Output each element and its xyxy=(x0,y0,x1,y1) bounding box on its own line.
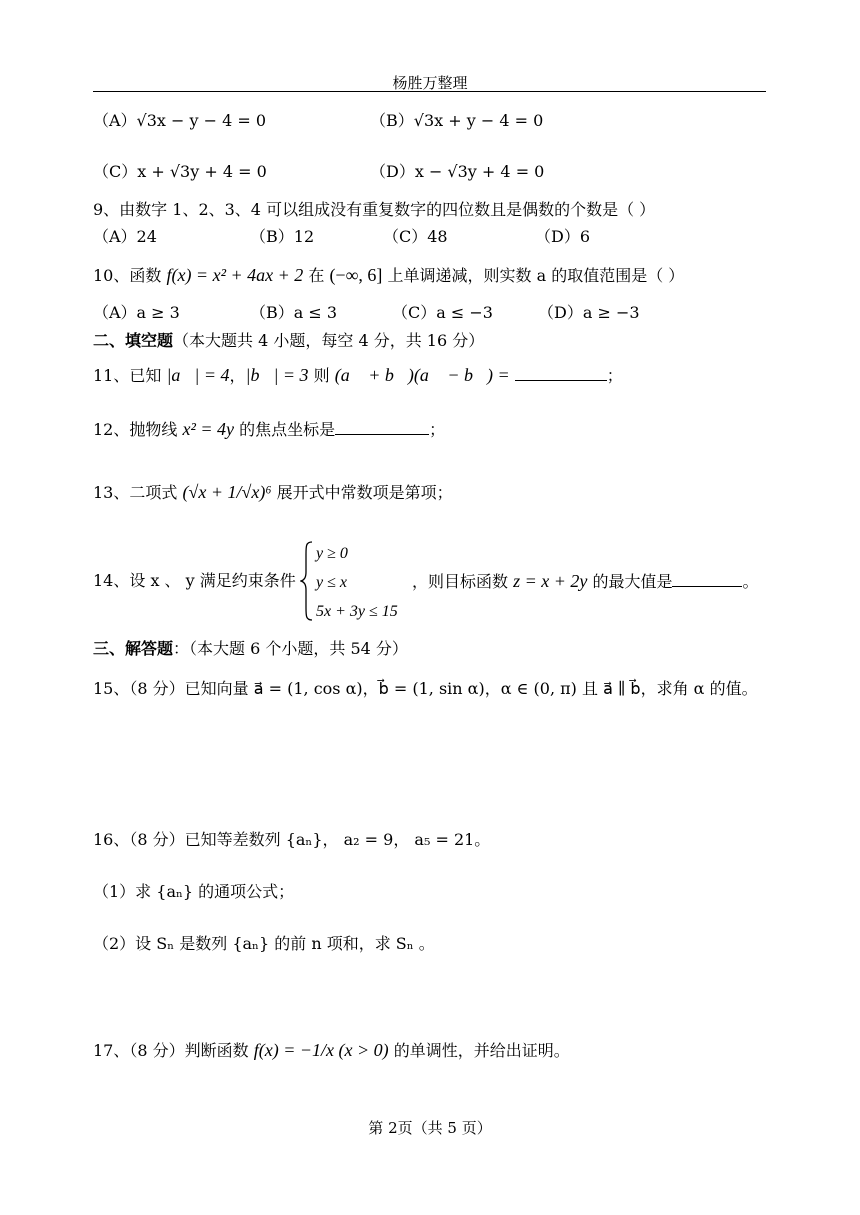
q8-option-c: （C）x + √3y + 4 = 0 xyxy=(93,162,267,181)
section-3-heading xyxy=(93,638,408,660)
page-header-title: 杨胜万整理 xyxy=(392,74,468,92)
page-footer: 第 2页（共 5 页） xyxy=(368,1119,492,1137)
q13-suffix: 展开式中常数项是第项； xyxy=(271,483,453,502)
q14-suffix-b: 的最大值是 xyxy=(587,572,673,591)
q14-objective-line xyxy=(412,570,758,593)
q14-answer-blank[interactable] xyxy=(672,570,742,587)
q14-constraint-1: y ≥ 0 xyxy=(316,545,348,562)
q11-sep: ， xyxy=(229,366,246,385)
q10-option-d: （D）a ≥ −3 xyxy=(538,303,640,322)
q14-suffix-a: ，则目标函数 xyxy=(412,572,514,591)
q17-prefix: 17、（8 分）判断函数 xyxy=(93,1041,254,1060)
q12-suffix: 的焦点坐标是 xyxy=(233,420,336,439)
q12-answer-blank[interactable] xyxy=(335,418,429,435)
section-2-note: （本大题共 4 小题，每空 4 分，共 16 分） xyxy=(173,331,485,350)
q17-suffix: 的单调性，并给出证明。 xyxy=(388,1041,570,1060)
q10-function: f(x) = x² + 4ax + 2 xyxy=(166,265,304,285)
q8-option-b: （B）√3x + y − 4 = 0 xyxy=(370,111,544,130)
q12-prefix: 12、抛物线 xyxy=(93,420,183,439)
q14-constraint-2: y ≤ x xyxy=(316,574,347,591)
q8-option-a: （A）√3x − y − 4 = 0 xyxy=(93,111,267,130)
section-2-title: 二、填空题 xyxy=(93,331,174,350)
q11-line xyxy=(93,364,623,387)
q14-objective: z = x + 2y xyxy=(513,571,588,591)
q11-answer-blank[interactable] xyxy=(515,364,607,381)
q11-end: ； xyxy=(606,366,623,385)
q9-option-c: （C）48 xyxy=(383,227,448,246)
q10-option-c: （C）a ≤ −3 xyxy=(392,303,493,322)
q10-stem xyxy=(93,264,684,287)
q10-interval: (−∞, 6] xyxy=(329,265,383,285)
q9-option-d: （D）6 xyxy=(535,227,591,246)
q17-line xyxy=(93,1039,570,1062)
q12-end: ； xyxy=(429,420,446,439)
q8-option-d: （D）x − √3y + 4 = 0 xyxy=(370,162,545,181)
q16-stem: 16、（8 分）已知等差数列 {aₙ}， a₂ = 9， a₅ = 21。 xyxy=(93,830,491,849)
q13-expression: (√x + 1/√x)⁶ xyxy=(182,482,272,502)
q13-prefix: 13、二项式 xyxy=(93,483,183,502)
q14-end: 。 xyxy=(742,572,759,591)
q10-prefix: 10、函数 xyxy=(93,266,167,285)
q15-text: 15、（8 分）已知向量 a⃗ = (1, cos α)，b⃗ = (1, sin α)，α ∈ (0, π) 且 a⃗ ∥ b⃗，求角 α 的值。 xyxy=(93,679,758,698)
q11-cond-b: |b⃗| = 3 xyxy=(245,365,309,385)
q13-line xyxy=(93,481,453,504)
q11-cond-a: |a⃗| = 4 xyxy=(166,365,230,385)
header-rule xyxy=(93,91,766,92)
q16-part-1: （1）求 {aₙ} 的通项公式； xyxy=(93,882,295,901)
q11-mid: 则 xyxy=(308,366,335,385)
q10-option-a: （A）a ≥ 3 xyxy=(93,303,180,322)
q17-expression: f(x) = −1/x (x > 0) xyxy=(253,1040,389,1060)
q11-expression: (a⃗ + b⃗)(a⃗ − b⃗) = xyxy=(334,365,510,385)
q12-line xyxy=(93,418,445,441)
q9-option-a: （A）24 xyxy=(93,227,157,246)
q10-mid: 在 xyxy=(303,266,330,285)
q12-expression: x² = 4y xyxy=(182,419,234,439)
q10-option-b: （B）a ≤ 3 xyxy=(250,303,338,322)
q9-option-b: （B）12 xyxy=(250,227,315,246)
q14-prefix: 14、设 x 、 y 满足约束条件 xyxy=(93,571,296,590)
q14-brace xyxy=(300,540,314,622)
q11-prefix: 11、已知 xyxy=(93,366,167,385)
q10-suffix: 上单调递减，则实数 a 的取值范围是（ ） xyxy=(382,266,685,285)
section-2-heading xyxy=(93,330,484,352)
section-3-title: 三、解答题 xyxy=(93,639,174,658)
section-3-note: ：（本大题 6 个小题，共 54 分） xyxy=(173,639,408,658)
q9-stem: 9、由数字 1、2、3、4 可以组成没有重复数字的四位数且是偶数的个数是（ ） xyxy=(93,200,656,219)
q14-constraint-3: 5x + 3y ≤ 15 xyxy=(316,603,398,620)
q16-part-2: （2）设 Sₙ 是数列 {aₙ} 的前 n 项和，求 Sₙ 。 xyxy=(93,934,435,953)
